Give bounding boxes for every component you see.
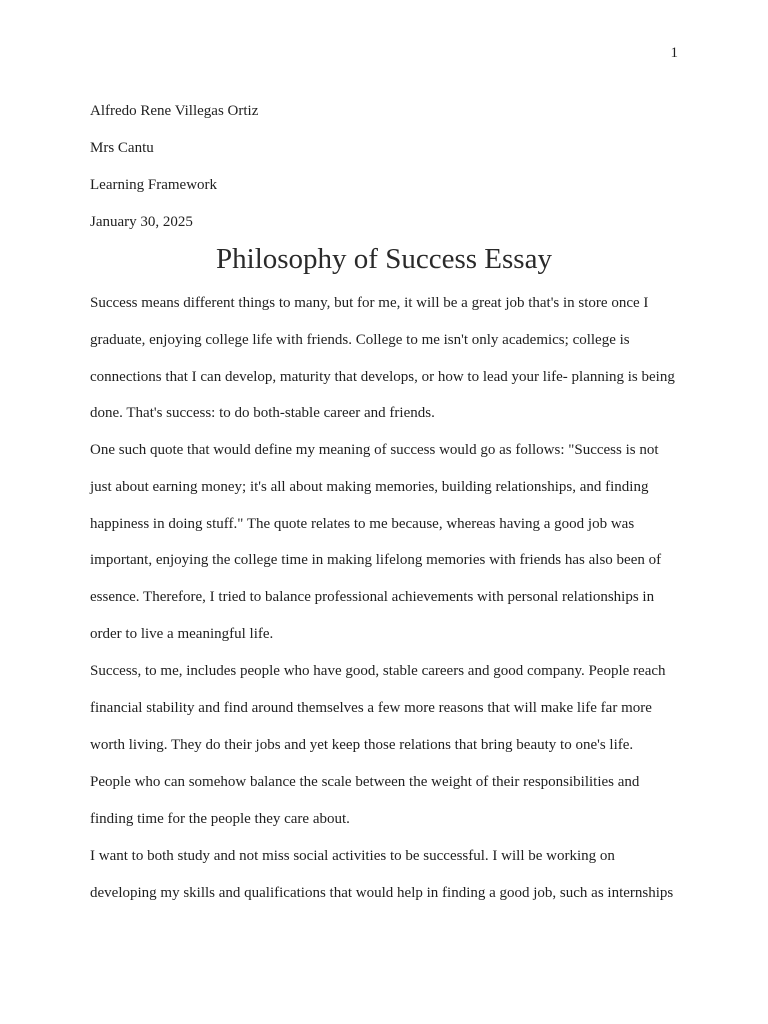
instructor-name: Mrs Cantu: [90, 140, 154, 156]
body-line: order to live a meaningful life.: [90, 626, 274, 642]
body-line: happiness in doing stuff." The quote relates to me because, whereas having a good job was: [90, 516, 635, 532]
page-number: 1: [670, 45, 678, 61]
course-name: Learning Framework: [90, 177, 218, 193]
body-line: I want to both study and not miss social activities to be successful. I will be working on: [90, 848, 615, 864]
body-line: worth living. They do their jobs and yet keep those relations that bring beauty to one's life.: [90, 737, 634, 753]
body-line: Success means different things to many, but for me, it will be a great job that's in store once I: [90, 295, 649, 311]
body-line: finding time for the people they care about.: [90, 811, 350, 827]
body-line: developing my skills and qualifications that would help in finding a good job, such as internships: [90, 885, 674, 901]
body-line: done. That's success: to do both-stable career and friends.: [90, 405, 435, 421]
author-name: Alfredo Rene Villegas Ortiz: [90, 103, 259, 119]
body-line: just about earning money; it's all about making memories, building relationships, and finding: [90, 479, 649, 495]
body-line: important, enjoying the college time in making lifelong memories with friends has also been of: [90, 552, 662, 568]
body-line: essence. Therefore, I tried to balance professional achievements with personal relationships in: [90, 589, 655, 605]
body-line: connections that I can develop, maturity that develops, or how to lead your life- planning is being: [90, 369, 675, 385]
body-line: Success, to me, includes people who have good, stable careers and good company. People reach: [90, 663, 666, 679]
body-line: financial stability and find around themselves a few more reasons that will make life far more: [90, 700, 652, 716]
essay-title: Philosophy of Success Essay: [216, 243, 552, 275]
body-line: People who can somehow balance the scale between the weight of their responsibilities and: [90, 774, 640, 790]
essay-date: January 30, 2025: [90, 214, 193, 230]
body-line: graduate, enjoying college life with friends. College to me isn't only academics; college is: [90, 332, 630, 348]
body-line: One such quote that would define my meaning of success would go as follows: "Success is not: [90, 442, 659, 458]
mla-header: [90, 93, 680, 241]
